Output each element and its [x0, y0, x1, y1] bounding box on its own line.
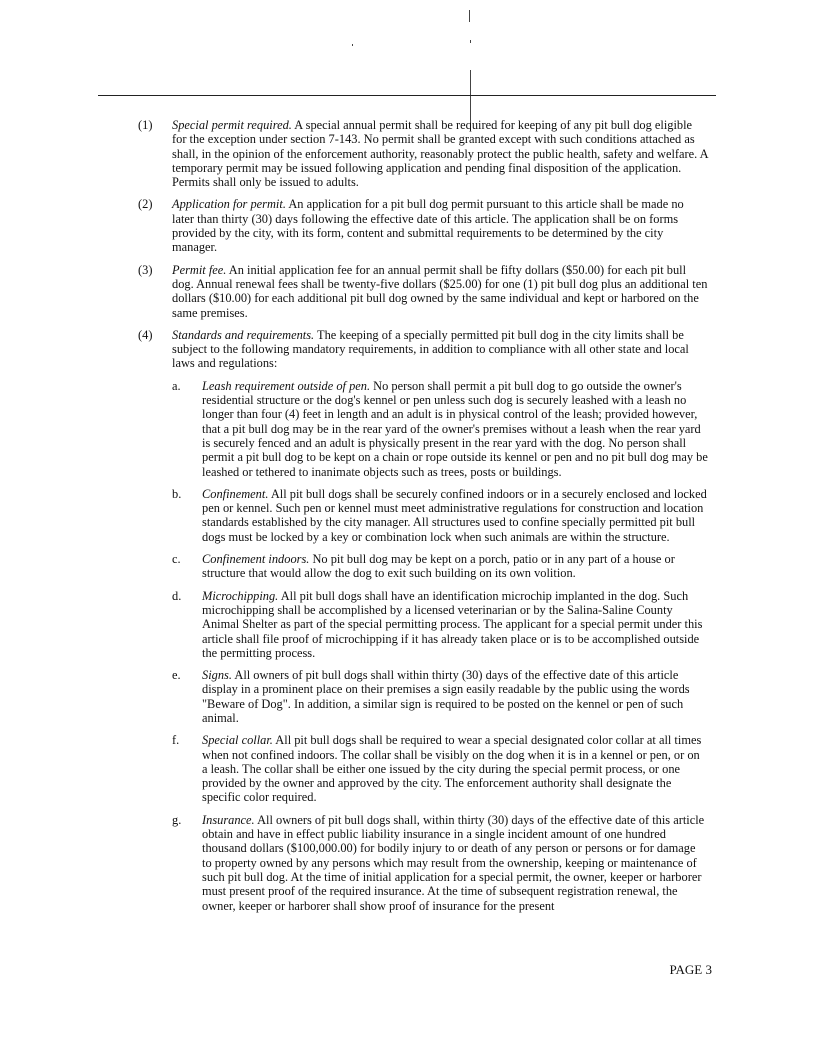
subsection-item-a: [108, 379, 708, 479]
subsection-item-d: [108, 589, 708, 660]
subitem-letter: e.: [172, 668, 181, 683]
item-number: (3): [138, 262, 153, 277]
section-item-1: [108, 118, 708, 189]
subitem-text: No person shall permit a pit bull dog to go outside the owner's residential structure or the dog's kennel or pen unless such dog is securely leashed with a leash no longer than four (4) feet in length and an adult is in physical control of the leash; provided however, that a pit bull dog may be in the rear yard of the owner's premises without a leash when the rear yard is securely fenced and an adult is physically present in the rear yard with the dog. No person shall permit a pit bull dog to be kept on a chain or rope outside its kennel or pen and no pit bull dog may be leashed or tethered to inanimate objects such as trees, posts or buildings.: [202, 378, 708, 479]
item-text: A special annual permit shall be required for keeping of any pit bull dog eligible for the exception under section 7-143. No permit shall be granted except with such conditions attached as shall, in the opinion of the enforcement authority, reasonably protect the public health, safety and welfare. A temporary permit may be issued following application and pending final disposition of the application. Permits shall only be issued to adults.: [172, 118, 708, 190]
subitem-letter: c.: [172, 552, 181, 567]
item-title: Special permit required.: [172, 118, 292, 132]
item-text: An initial application fee for an annual permit shall be fifty dollars ($50.00) for each pit bull dog. Annual renewal fees shall be twenty-five dollars ($25.00) for one (1) pit bull dog plus an additional ten dollars ($10.00) for each additional pit bull dog owned by the same individual and kept or harbored on the same premises.: [172, 262, 708, 320]
subitem-text: All pit bull dogs shall have an identification microchip implanted in the dog. Such microchipping shall be accomplished by a licensed veterinarian or by the Salina-Saline County Animal Shelter as part of the special permitting process. The applicant for a special permit under this article shall file proof of microchipping if it has already taken place or is to be accomplished outside the permitting process.: [202, 588, 703, 660]
subsection-item-b: [108, 487, 708, 544]
subitem-title: Signs.: [202, 668, 232, 683]
subsection-item-e: [108, 668, 708, 725]
section-item-3: [108, 263, 708, 320]
subitem-letter: a.: [172, 378, 181, 393]
subitem-title: Confinement.: [202, 486, 269, 501]
subitem-title: Leash requirement outside of pen.: [202, 378, 371, 393]
subsection-item-g: [108, 813, 708, 913]
item-number: (4): [138, 327, 153, 342]
subitem-letter: d.: [172, 588, 182, 603]
subitem-text: All owners of pit bull dogs shall, within thirty (30) days of the effective date of this article obtain and have in effect public liability insurance in a single incident amount of one hundred thousand dollars ($100,000.00) for bodily injury to or death of any person or persons or for damage to property owned by any persons which may result from the ownership, keeping or maintenance of such pit bull dog. At the time of initial application for a special permit, the owner, keeper or harborer must present proof of the required insurance. At the time of subsequent registration renewal, the owner, keeper or harborer shall show proof of insurance for the present: [202, 812, 705, 913]
subitem-text: All pit bull dogs shall be securely confined indoors or in a securely enclosed and locked pen or kennel. Such pen or kennel must meet administrative regulations for construction and location standards established by the city manager. All structures used to confine specially permitted pit bull dogs must be locked by a key or combination lock when such animals are within the structure.: [202, 486, 707, 544]
subsection-item-c: [108, 552, 708, 581]
scan-mark-dot: [470, 40, 471, 43]
item-text: The keeping of a specially permitted pit bull dog in the city limits shall be subject to the following mandatory requirements, in addition to compliance with all other state and local laws and regulations:: [172, 327, 689, 371]
subitem-text: All owners of pit bull dogs shall within thirty (30) days of the effective date of this article display in a prominent place on their premises a sign easily readable by the public using the words "Beware of Dog". In addition, a similar sign is required to be posted on the kennel or pen of such animal.: [202, 668, 690, 725]
item-number: (2): [138, 197, 153, 212]
page-number: PAGE 3: [669, 962, 712, 977]
subitem-letter: f.: [172, 733, 180, 748]
scan-mark-top: [469, 10, 470, 22]
item-title: Permit fee.: [172, 262, 227, 277]
subitem-letter: g.: [172, 812, 182, 827]
subitem-title: Insurance.: [202, 812, 255, 827]
document-body: [108, 118, 708, 921]
subitem-letter: b.: [172, 486, 182, 501]
subitem-text: No pit bull dog may be kept on a porch, patio or in any part of a house or structure that would allow the dog to exit such building on its own volition.: [202, 552, 675, 581]
section-item-2: [108, 197, 708, 254]
scan-mark-dot: [352, 44, 353, 46]
item-text: An application for a pit bull dog permit pursuant to this article shall be made no later than thirty (30) days following the effective date of this article. The application shall be on forms provided by the city, with its form, content and submittal requirements to be determined by the city manager.: [172, 197, 684, 255]
section-item-4: [108, 328, 708, 371]
subitem-title: Microchipping.: [202, 588, 279, 603]
header-rule: [98, 95, 716, 96]
subsection-item-f: [108, 733, 708, 804]
item-title: Application for permit.: [172, 197, 286, 212]
item-number: (1): [138, 118, 153, 132]
subitem-title: Special collar.: [202, 733, 273, 748]
subitem-title: Confinement indoors.: [202, 552, 310, 567]
subitem-text: All pit bull dogs shall be required to wear a special designated color collar at all times when not confined indoors. The collar shall be visibly on the dog when it is in a kennel or pen, or on a leash. The collar shall be either one issued by the city during the special permit process, or one provided by the owner and approved by the city. The enforcement authority shall designate the specific color required.: [202, 733, 702, 805]
item-title: Standards and requirements.: [172, 327, 315, 342]
